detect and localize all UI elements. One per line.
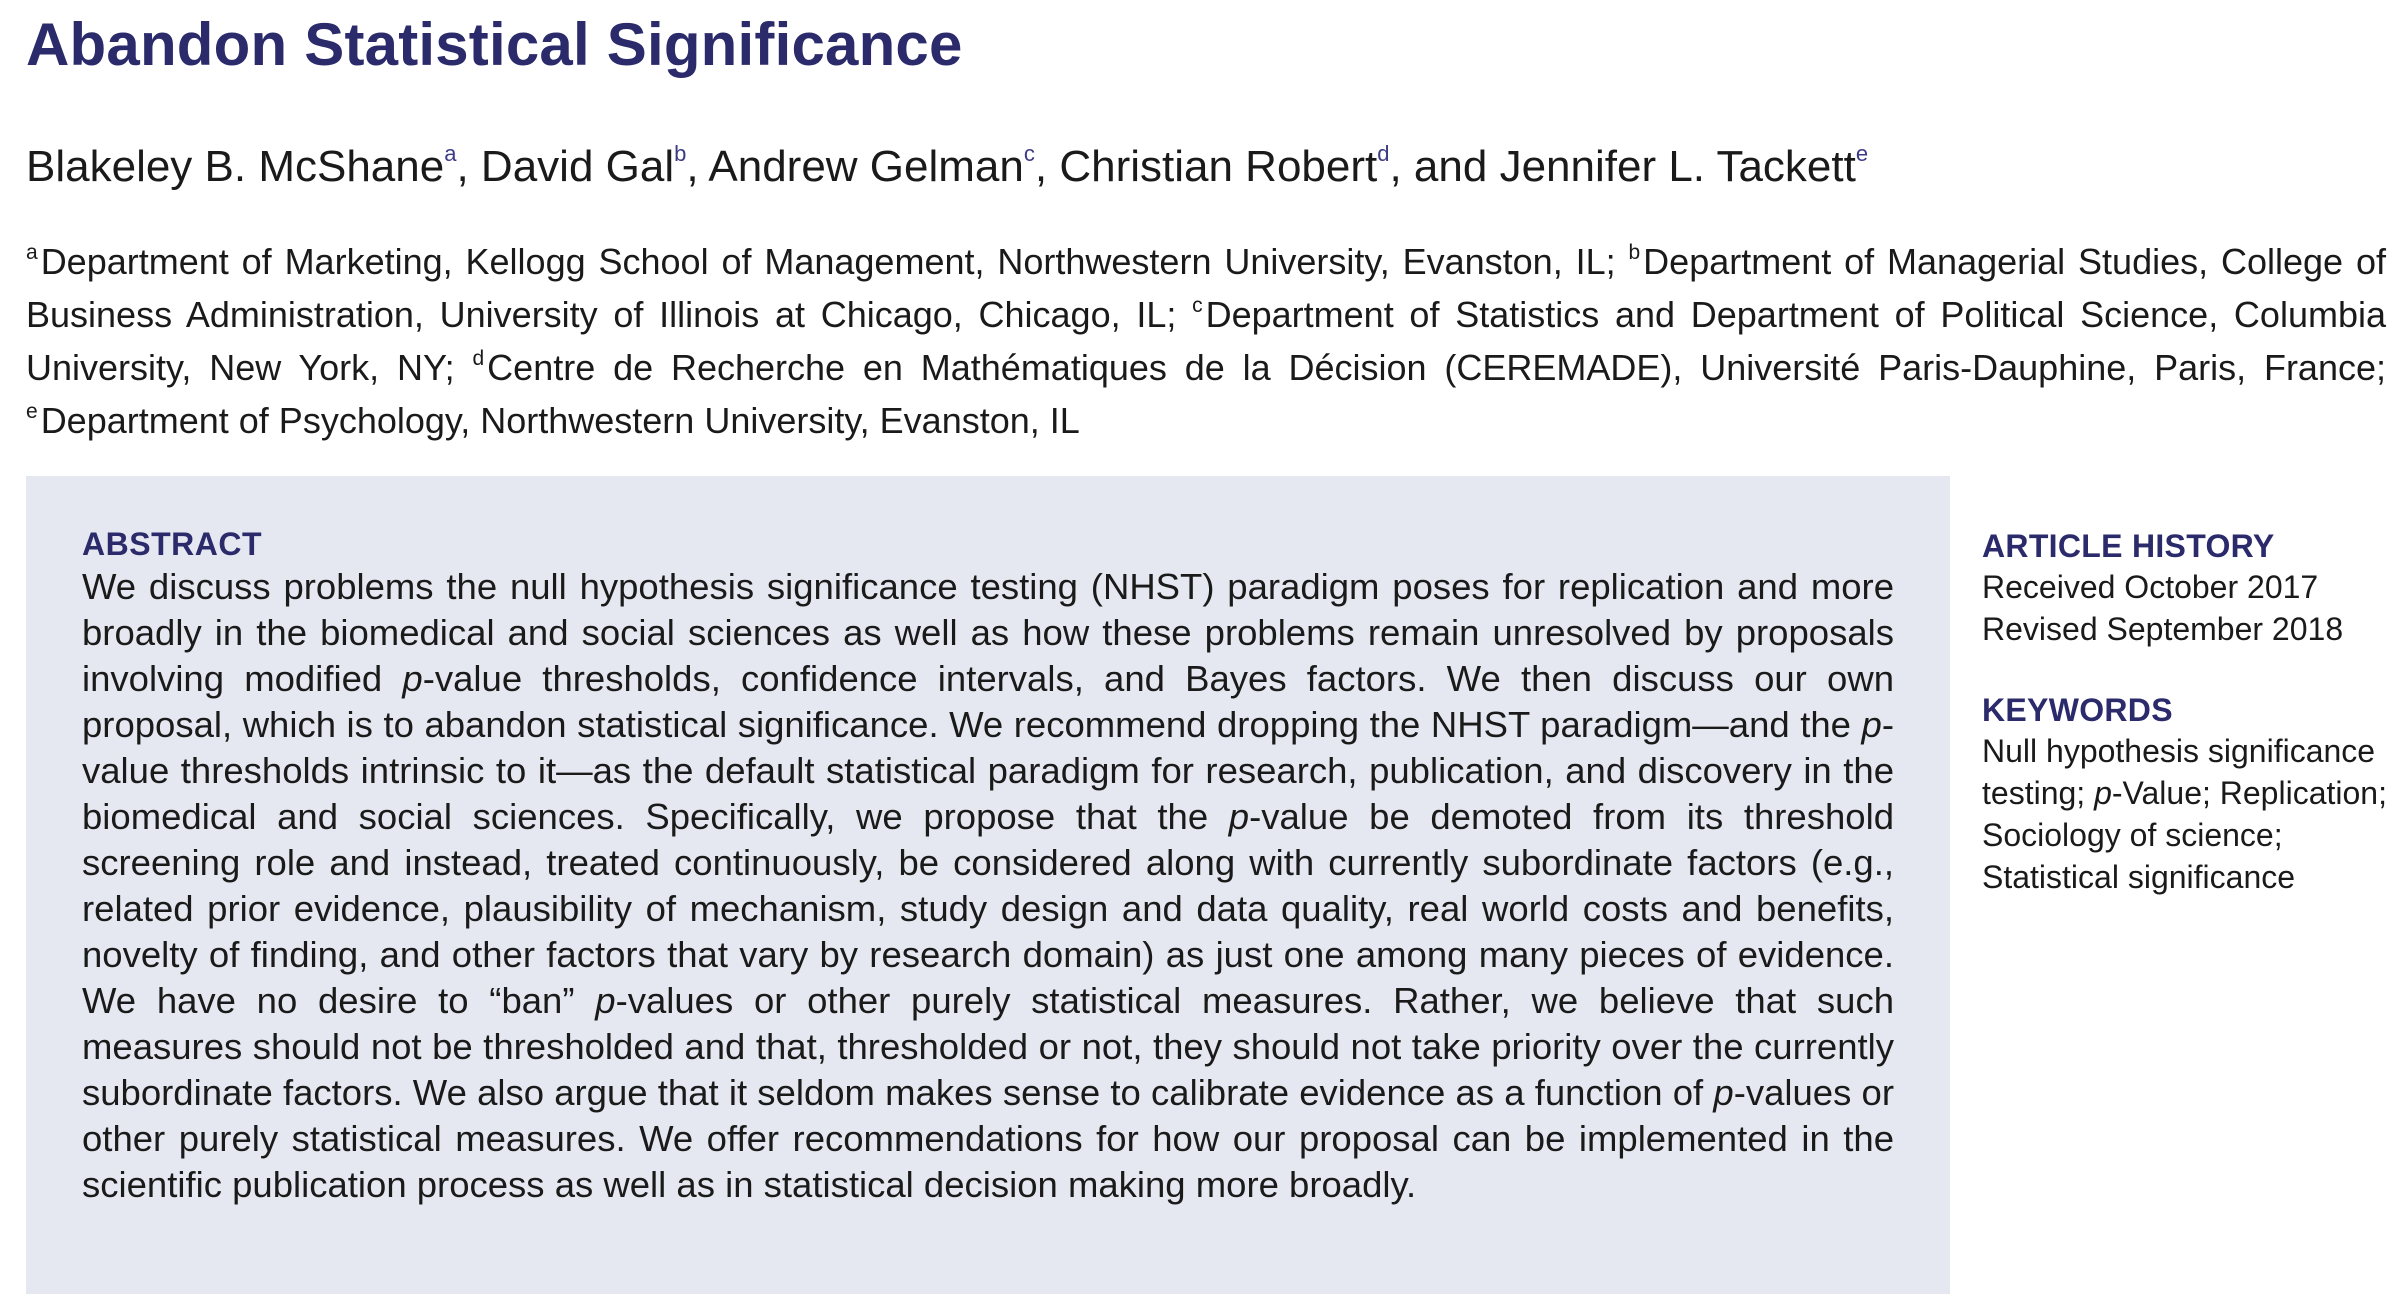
author-affiliation-mark: a	[444, 141, 457, 167]
abstract-box	[26, 476, 1950, 1294]
abstract-heading: ABSTRACT	[82, 526, 262, 562]
abstract-italic: p	[1861, 704, 1882, 745]
abstract-text	[82, 564, 1894, 1208]
affiliation-mark: a	[26, 241, 38, 264]
author-name: Andrew Gelman	[708, 142, 1024, 191]
keyword: Replication;	[2219, 775, 2387, 811]
author-separator: ,	[686, 142, 709, 191]
affiliation-mark: e	[26, 400, 38, 423]
author-separator: , and	[1389, 142, 1500, 191]
author-separator: ,	[456, 142, 481, 191]
abstract-segment: -value thresholds, confidence intervals, and Bayes factors. We then discuss our own proposal, which is to abandon statistical significance. We recommend dropping the NHST paradigm—and the	[82, 658, 1894, 745]
affiliation-text: Centre de Recherche en Mathématiques de la Décision (CEREMADE), Université Paris-Dauphine, Paris, France;	[487, 347, 2387, 388]
author-separator: ,	[1034, 142, 1060, 191]
keywords-block	[1982, 690, 2392, 898]
affiliation-text: Department of Managerial Studies, College of Business Administration, University of Illinois at Chicago, Chicago, IL;	[26, 241, 2386, 335]
received-date: Received October 2017	[1982, 569, 2319, 605]
author-affiliation-mark: b	[674, 141, 687, 167]
abstract-segment: -values or other purely statistical measures. We offer recommendations for how our proposal can be implemented in the scientific publication process as well as in statistical decision making more broadly.	[82, 1072, 1894, 1205]
abstract-italic: p	[402, 658, 423, 699]
page-title: Abandon Statistical Significance	[26, 11, 963, 78]
author-affiliation-mark: e	[1855, 141, 1869, 167]
affiliation-text: Department of Psychology, Northwestern University, Evanston, IL	[40, 400, 1080, 441]
affiliation-text: Department of Marketing, Kellogg School of Management, Northwestern University, Evanston, IL;	[40, 241, 1629, 282]
affiliation-mark: c	[1192, 294, 1203, 317]
author-name: David Gal	[480, 142, 675, 191]
author-affiliation-mark: c	[1023, 141, 1035, 167]
abstract-segment: We discuss problems the null hypothesis significance testing (NHST) paradigm poses for replication and more broadly in the biomedical and social sciences as well as how these problems remain unresolved by proposals involving modified	[82, 566, 1894, 699]
author-list	[26, 142, 1868, 192]
abstract-italic: p	[595, 980, 616, 1021]
article-sidebar	[1982, 526, 2392, 898]
author-name: Blakeley B. McShane	[26, 142, 445, 191]
article-history-heading: ARTICLE HISTORY	[1982, 528, 2275, 564]
keyword: Null hypothesis significance testing;	[1982, 733, 2376, 811]
abstract-italic: p	[1228, 796, 1250, 837]
abstract-segment: -values or other purely statistical measures. Rather, we believe that such measures should not be thresholded and that, thresholded or not, they should not take priority over the currently subordinate factors. We also argue that it seldom makes sense to calibrate evidence as a function of	[82, 980, 1894, 1113]
affiliation-mark: b	[1628, 241, 1641, 264]
keyword: -Value;	[2111, 775, 2220, 811]
affiliation-list	[26, 232, 2386, 444]
abstract-italic: p	[1713, 1072, 1734, 1113]
revised-date: Revised September 2018	[1982, 611, 2344, 647]
author-affiliation-mark: d	[1377, 141, 1390, 167]
keyword: p	[2094, 775, 2112, 811]
keyword: Statistical significance	[1982, 859, 2296, 895]
affiliation-mark: d	[472, 347, 485, 370]
abstract-segment: -value be demoted from its threshold screening role and instead, treated continuously, be considered along with currently subordinate factors (e.g., related prior evidence, plausibility of mechanism, study design and data quality, real world costs and benefits, novelty of finding, and other factors that vary by research domain) as just one among many pieces of evidence. We have no desire to “ban”	[82, 796, 1894, 1021]
affiliation-text: Department of Statistics and Department of Political Science, Columbia University, New York, NY;	[26, 294, 2386, 388]
abstract-segment: -value thresholds intrinsic to it—as the default statistical paradigm for research, publication, and discovery in the biomedical and social sciences. Specifically, we propose that the	[82, 704, 1894, 837]
author-name: Jennifer L. Tackett	[1499, 142, 1856, 191]
keywords-heading: KEYWORDS	[1982, 692, 2173, 728]
keyword: Sociology of science;	[1982, 817, 2283, 853]
author-name: Christian Robert	[1059, 142, 1378, 191]
keyword-list	[1982, 730, 2392, 898]
